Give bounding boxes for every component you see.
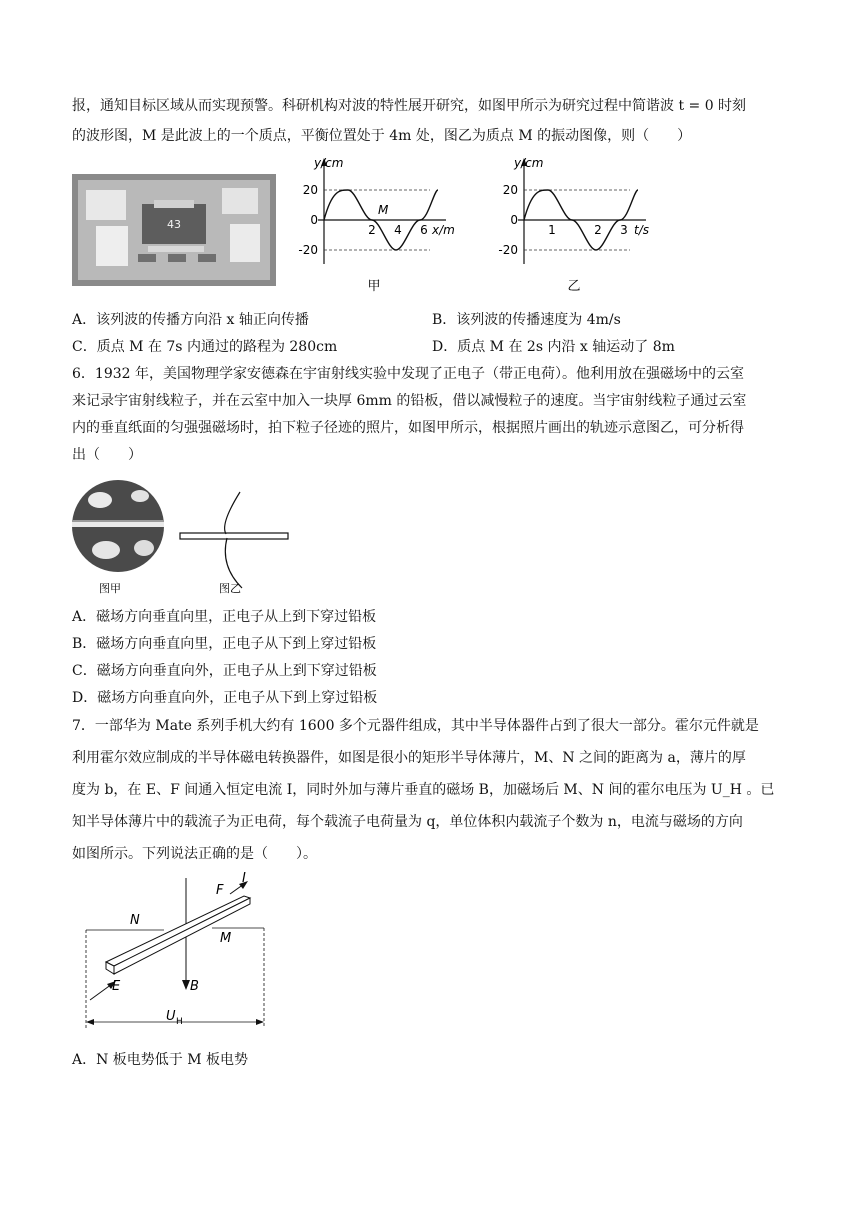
yi-caption: 乙 [567,279,581,294]
yi-ytick-0: 0 [510,213,518,227]
q5-option-a: A．该列波的传播方向沿 x 轴正向传播 [72,312,309,328]
jia-x-axis-label: x/m [432,223,455,237]
q5-option-d: D．质点 M 在 2s 内沿 x 轴运动了 8m [432,339,675,355]
jia-ytick-neg20: -20 [298,243,318,257]
q7-hall-element-figure [72,872,282,1032]
q5-option-b: B．该列波的传播速度为 4m/s [432,312,621,328]
jia-xtick-6: 6 [420,223,428,237]
label-u: U [166,1009,176,1024]
yi-xtick-1: 1 [548,223,556,237]
q6-line-2: 来记录宇宙射线粒子，并在云室中加入一块厚 6mm 的铅板，借以减慢粒子的速度。当宇宙射线粒子通过云室 [72,393,747,409]
label-i: I [242,872,246,886]
jia-y-axis-label: y/cm [314,156,344,170]
yi-y-axis-label: y/cm [514,156,544,170]
label-b: B [190,979,199,994]
q7-line-2: 利用霍尔效应制成的半导体磁电转换器件，如图是很小的矩形半导体薄片，M、N 之间的距离为 a，薄片的厚 [72,750,746,766]
label-f: F [216,883,224,898]
label-u-subscript: H [176,1017,183,1027]
q5-figure-yi [488,152,656,302]
q7-line-1: 7．一部华为 Mate 系列手机大约有 1600 多个元器件组成，其中半导体器件占到了很大一部分。霍尔元件就是 [72,718,759,734]
q6-option-a: A．磁场方向垂直向里，正电子从上到下穿过铅板 [72,609,377,625]
q6-option-c: C．磁场方向垂直向外，正电子从上到下穿过铅板 [72,663,377,679]
q6-line-4: 出（ ） [72,447,142,463]
q7-line-3: 度为 b，在 E、F 间通入恒定电流 I，同时外加与薄片垂直的磁场 B，加磁场后 M、N 间的霍尔电压为 U_H 。已 [72,782,775,798]
q6-line-1: 6．1932 年，美国物理学家安德森在宇宙射线实验中发现了正电子（带正电荷）。他利用放在强磁场中的云室 [72,366,744,382]
label-e: E [112,979,121,994]
yi-x-axis-label: t/s [634,223,649,237]
q7-line-4: 知半导体薄片中的载流子为正电荷，每个载流子电荷量为 q，单位体积内载流子个数为 n，电流与磁场的方向 [72,814,743,830]
jia-point-m-label: M [378,203,389,217]
q5-line-1: 报，通知目标区域从而实现预警。科研机构对波的特性展开研究，如图甲所示为研究过程中简谐波 t = 0 时刻 [72,98,747,114]
label-m: M [220,931,232,946]
q5-warning-photo [72,174,276,286]
jia-ytick-0: 0 [310,213,318,227]
q6-figures [70,476,300,600]
q6-line-3: 内的垂直纸面的匀强强磁场时，拍下粒子径迹的照片，如图甲所示，根据照片画出的轨迹示意图乙，可分析得 [72,420,744,436]
q5-option-c: C．质点 M 在 7s 内通过的路程为 280cm [72,339,338,355]
q6-option-b: B．磁场方向垂直向里，正电子从下到上穿过铅板 [72,636,377,652]
jia-caption: 甲 [367,279,381,294]
q5-figure-jia [288,152,456,302]
yi-ytick-neg20: -20 [498,243,518,257]
q7-option-a: A．N 板电势低于 M 板电势 [72,1052,249,1068]
jia-xtick-2: 2 [368,223,376,237]
label-n: N [130,913,140,928]
yi-ytick-20: 20 [502,183,518,197]
q6-option-d: D．磁场方向垂直向外，正电子从下到上穿过铅板 [72,690,378,706]
yi-xtick-2: 2 [594,223,602,237]
yi-xtick-3: 3 [620,223,628,237]
photo-number: 43 [167,218,181,231]
q5-line-2: 的波形图，M 是此波上的一个质点，平衡位置处于 4m 处，图乙为质点 M 的振动图像，则（ ） [72,128,692,144]
jia-xtick-4: 4 [394,223,402,237]
jia-ytick-20: 20 [302,183,318,197]
q6-caption-jia: 图甲 [99,582,121,595]
q6-caption-yi: 图乙 [219,582,241,595]
q7-line-5: 如图所示。下列说法正确的是（ ）。 [72,846,317,862]
